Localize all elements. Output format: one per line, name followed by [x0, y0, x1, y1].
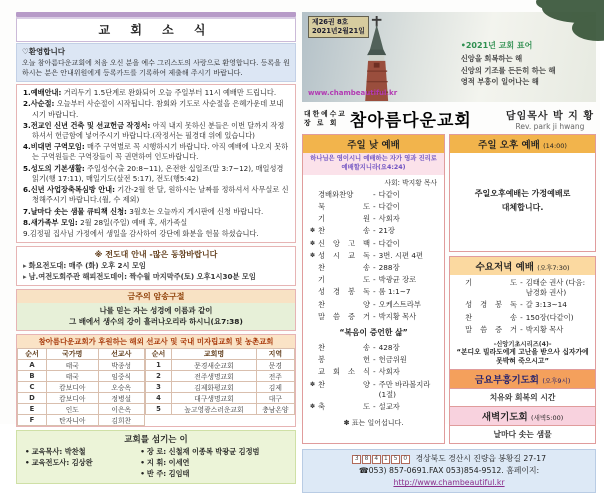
order-value: 다같이 — [378, 202, 400, 211]
serving-entry: 장 로: 신철재 이종복 박광균 김정범 — [146, 447, 260, 457]
church-table — [145, 348, 295, 415]
announcement-text: 2월 28일(주일) 예배 후, 새가족실 — [80, 217, 188, 227]
order-label: 축 도 — [318, 401, 370, 411]
col-header: 지역 — [256, 349, 294, 360]
afternoon-service-header — [450, 135, 595, 153]
cell-church: 김제화평교회 — [172, 382, 257, 393]
order-label: 찬 양 — [318, 299, 370, 309]
header-photo — [302, 12, 596, 102]
announcement-item — [23, 142, 289, 162]
contact-footer — [302, 449, 596, 493]
mission-table-title: 참아름다운교회가 후원하는 해외 선교사 및 국내 미자립교회 및 농촌교회 — [17, 335, 295, 348]
stand-marker-icon: ✽ — [310, 227, 316, 235]
motto-line: 영적 부흥이 일어나는 해 — [460, 76, 539, 86]
cell-order: 1 — [145, 360, 171, 371]
stand-marker-icon: ✽ — [310, 380, 316, 388]
stand-marker-icon: ✽ — [310, 402, 316, 410]
announcement-label: 3.전교인 신년 건축 및 선교헌금 작정서: — [23, 120, 151, 130]
cell-region: 충남온양 — [256, 404, 294, 415]
order-dash: - — [373, 189, 376, 199]
evangelism-item — [23, 261, 289, 271]
presider: 사회: 박지황 목사 — [384, 178, 438, 187]
worship-order-row — [310, 300, 437, 310]
list-item — [25, 458, 140, 468]
friday-description: 치유와 회복의 시간 — [489, 392, 556, 402]
list-item — [140, 447, 287, 457]
worship-order-row — [457, 313, 588, 323]
sermon-title: “복음이 증언한 삶” — [339, 327, 408, 337]
denomination — [304, 110, 347, 128]
serving-right-list — [140, 446, 287, 480]
postal-digit: 3 — [352, 455, 361, 464]
list-item — [140, 469, 287, 479]
worship-order-row — [310, 287, 437, 297]
order-label: 기 도 — [465, 278, 518, 288]
cell-missionary: 오승옥 — [98, 382, 144, 393]
order-label: 경배와찬양 — [318, 189, 354, 199]
stand-marker-icon — [310, 300, 318, 301]
motto-line: 신앙을 회복하는 해 — [460, 54, 523, 64]
memory-verse-line2: 그 배에서 생수의 강이 흘러나오리라 하시니(요7:38) — [69, 317, 243, 327]
postal-code-boxes — [352, 454, 410, 463]
dot-bullet-icon: • — [140, 469, 145, 479]
cell-missionary: 이은옥 — [98, 404, 144, 415]
service-columns — [302, 134, 596, 444]
order-value: 갈 3:13~14 — [525, 300, 567, 310]
table-header-row — [145, 349, 294, 360]
wednesday-sermon-title: “본디오 빌라도에게 고난을 받으사 십자가에 못박혀 죽으시고” — [456, 347, 589, 366]
friday-time: (오후9시) — [542, 376, 571, 385]
order-of-worship-2 — [303, 340, 444, 415]
order-label: 찬 송 — [318, 226, 370, 236]
order-label: 교 회 소 식 — [318, 367, 370, 377]
cell-region: 전주 — [256, 371, 294, 382]
worship-order-row — [310, 275, 437, 285]
order-value: 설교자 — [378, 401, 400, 411]
cell-church: 대구생명교회 — [172, 393, 257, 404]
announcement-label: 6.신년 사업장축복심방 안내: — [23, 185, 115, 195]
order-label: 찬 양 — [318, 379, 370, 389]
announcement-item — [23, 218, 289, 228]
mission-tables — [17, 348, 295, 426]
announcement-item — [23, 164, 289, 184]
issue-volume: 제26권 8호 — [312, 18, 349, 26]
worship-order-row — [310, 402, 437, 412]
order-dash: - — [373, 379, 376, 389]
order-label: 찬 송 — [318, 262, 370, 272]
announcement-item — [23, 99, 289, 119]
cell-region: 대구 — [256, 393, 294, 404]
pastor-name-english: Rev. park ji hwang — [515, 121, 585, 131]
cell-order: 5 — [145, 404, 171, 415]
announcement-item — [23, 207, 289, 217]
afternoon-service-box — [449, 134, 596, 252]
stand-marker-icon — [310, 214, 318, 215]
order-value: 오케스트라부 — [378, 299, 421, 309]
pastor-name: 담임목사 박 지 황 — [505, 110, 594, 122]
serving-entry: 지 휘: 이세연 — [146, 458, 190, 468]
order-value: 3번. 시편 4편 — [378, 250, 424, 260]
worship-order-row — [310, 367, 437, 377]
cell-country: 캄보디아 — [46, 393, 98, 404]
order-label: 성 경 봉 독 — [465, 300, 518, 310]
order-value: 김태순 권사 (다음: 남경화 권사) — [525, 278, 586, 298]
cell-missionary: 정병설 — [98, 393, 144, 404]
worship-order-row — [310, 343, 437, 353]
worship-order-row — [310, 202, 437, 212]
afternoon-notice-line1: 주일오후예배는 가정예배로 — [474, 189, 571, 198]
order-value: 박지황 목사 — [378, 311, 417, 321]
worship-order-row — [310, 312, 437, 322]
order-label: 찬 송 — [318, 343, 370, 353]
order-value: 주만 바라볼지라 (1절) — [378, 379, 431, 399]
cell-region: 문경 — [256, 360, 294, 371]
order-value: 21장 — [378, 226, 395, 236]
list-item — [25, 447, 140, 457]
dot-bullet-icon: • — [25, 458, 30, 468]
postal-digit: 4 — [372, 455, 381, 464]
dot-bullet-icon: • — [140, 447, 145, 457]
motto-block — [461, 40, 556, 87]
table-row — [18, 393, 145, 404]
order-dash: - — [373, 367, 376, 377]
order-dash: - — [520, 300, 523, 310]
col-header: 순서 — [145, 349, 171, 360]
order-dash: - — [373, 238, 376, 248]
cell-order: B — [18, 371, 47, 382]
worship-order-row — [310, 214, 437, 224]
table-row — [145, 393, 294, 404]
cell-order: C — [18, 382, 47, 393]
order-dash: - — [373, 343, 376, 353]
evangelism-item-text: 짝수월 마지막주(토) 오후1시30분 모임 — [129, 272, 256, 282]
dawn-time: (새벽5:00) — [531, 413, 564, 422]
stand-marker-icon — [457, 278, 465, 279]
page-title: 교 회 소 식 — [16, 17, 296, 42]
table-row — [145, 371, 294, 382]
cell-country: 인도 — [46, 404, 98, 415]
stand-marker-icon — [310, 312, 318, 313]
order-of-worship — [303, 187, 444, 325]
order-dash: - — [373, 299, 376, 309]
table-row — [145, 360, 294, 371]
serving-entry: 반 주: 김임태 — [146, 469, 190, 479]
order-label: 신 앙 고 백 — [318, 238, 370, 248]
wednesday-header-text: 수요저녁 예배 — [475, 262, 534, 273]
table-row — [18, 404, 145, 415]
order-value: 다같이 — [378, 238, 400, 248]
stand-marker-icon — [310, 202, 318, 203]
announcement-text: 3월호는 오늘까지 게시판에 신청 바랍니다. — [129, 206, 264, 216]
mission-table-box — [16, 334, 296, 427]
cell-region: 김제 — [256, 382, 294, 393]
worship-order-row — [310, 251, 437, 261]
cell-order: E — [18, 404, 47, 415]
announcement-label: 2.사순절: — [23, 99, 55, 109]
website-overlay: www.chambeautiful.kr — [308, 89, 398, 97]
worship-order-row — [457, 300, 588, 310]
welcome-box — [16, 43, 296, 82]
col-header: 교회명 — [172, 349, 257, 360]
worship-order-row — [310, 380, 437, 400]
address-text: 경상북도 경산시 진량읍 봉황길 27-17 — [415, 453, 547, 463]
postal-digit: 1 — [382, 455, 391, 464]
cell-missionary: 박종성 — [98, 360, 144, 371]
worship-order-row — [457, 325, 588, 335]
announcement-text: 거리두기 1.5단계로 완화되어 오늘 주일부터 11시 예배만 드립니다. — [63, 88, 277, 98]
stand-marker-icon — [310, 190, 318, 191]
announcement-label: 7.날마다 솟는 샘물 큐티책 신청: — [23, 206, 127, 216]
evangelism-item-text: 매주 (화) 오후 2시 모임 — [68, 261, 146, 271]
dot-bullet-icon: • — [140, 458, 145, 468]
friday-prayer-header — [450, 369, 595, 389]
homepage-link[interactable]: http://www.chambeautiful.kr — [393, 478, 505, 488]
postal-digit: 8 — [362, 455, 371, 464]
col-header: 국가명 — [46, 349, 98, 360]
announcement-item — [23, 185, 289, 205]
missionary-table — [17, 348, 145, 426]
cell-church: 전주생명교회 — [172, 371, 257, 382]
evangelism-item-label: 남.여전도회주관 해피전도데이: — [28, 272, 127, 282]
order-label: 찬 송 — [465, 312, 518, 322]
cell-country: 태국 — [46, 371, 98, 382]
announcement-text: 오늘부터 사순절이 시작됩니다. 참회와 기도로 사순절을 은혜가운데 보내시기 바랍니다. — [32, 99, 284, 119]
announcement-label: 4.비대면 구역모임: — [23, 142, 85, 152]
order-dash: - — [373, 275, 376, 285]
evangelism-item — [23, 272, 289, 282]
evangelism-header: ※ 전도대 안내 -많은 동참바랍니다 — [94, 250, 218, 260]
other-services-column — [449, 134, 596, 444]
order-label: 말 씀 증 거 — [465, 324, 518, 334]
cell-order: A — [18, 360, 47, 371]
order-value: 150장(다같이) — [525, 312, 574, 322]
right-page — [302, 12, 596, 493]
order-value: 428장 — [378, 343, 400, 353]
stand-marker-icon — [457, 300, 465, 301]
table-row — [145, 404, 294, 415]
col-header: 순서 — [18, 349, 47, 360]
phone-fax-text: ☎053) 857-0691.FAX 053)854-9512. — [358, 466, 504, 476]
motto-line: 신앙의 기조를 든든히 하는 해 — [460, 65, 556, 75]
table-row — [18, 371, 145, 382]
order-value: 다같이 — [378, 189, 400, 199]
announcement-label: 8.새가족부 모임: — [23, 217, 78, 227]
order-dash: - — [373, 262, 376, 272]
serving-entry: 교육전도사: 김상완 — [31, 458, 93, 468]
cell-order: 2 — [145, 371, 171, 382]
address-line — [307, 453, 591, 465]
stand-marker-icon: ✽ — [310, 251, 316, 259]
issue-badge — [308, 16, 369, 38]
col-header: 선교사 — [98, 349, 144, 360]
order-dash: - — [373, 202, 376, 211]
sermon-series: -신앙기초시리즈(4)- — [493, 340, 552, 348]
order-dash: - — [520, 324, 523, 334]
memory-verse-body — [17, 303, 295, 330]
stand-marker-icon — [457, 325, 465, 326]
sunday-service-box — [302, 134, 445, 444]
cell-order: 3 — [145, 382, 171, 393]
order-dash: - — [373, 287, 376, 297]
left-page — [16, 12, 296, 484]
afternoon-notice-line2: 대체합니다. — [501, 202, 544, 212]
afternoon-notice — [450, 187, 595, 214]
dot-bullet-icon: • — [25, 447, 30, 457]
serving-box — [16, 430, 296, 484]
phone-line — [307, 465, 591, 489]
friday-header-text: 금요부흥기도회 — [474, 374, 539, 386]
cell-country: 캄보디아 — [46, 382, 98, 393]
stand-marker-icon — [310, 367, 318, 368]
stand-marker-icon — [310, 355, 318, 356]
serving-header: 교회를 섬기는 이 — [124, 435, 188, 446]
order-dash: - — [373, 226, 376, 236]
cell-order: D — [18, 393, 47, 404]
announcement-text: 매주 구역별로 꼭 시행하시기 바랍니다. 아직 예배에 나오지 못하는 구역원들은 구역장들이 꼭 권면하여 인도바랍니다. — [32, 142, 289, 162]
table-row — [18, 382, 145, 393]
announcement-label: 1.예배안내: — [23, 88, 62, 98]
announcement-text: 아직 내지 못하신 분들은 이번 달까지 작정하셔서 헌금함에 넣어주시기 바랍니다.(작정서는 필경대 위에 있습니다) — [32, 120, 285, 141]
order-label: 성 경 봉 독 — [318, 287, 370, 297]
order-dash: - — [373, 401, 376, 411]
stand-marker-icon — [310, 275, 318, 276]
worship-order-row — [310, 355, 437, 365]
cell-order: F — [18, 415, 47, 426]
church-name-bar — [302, 102, 596, 134]
cell-church: 높고영광스러운교회 — [172, 404, 257, 415]
order-value: 박지황 목사 — [525, 324, 564, 334]
memory-verse-header: 금주의 암송구절 — [17, 290, 295, 303]
cell-missionary: 김희찬 — [98, 415, 144, 426]
stand-marker-icon — [310, 343, 318, 344]
order-value: 롬 1:1~7 — [378, 287, 411, 297]
announcement-list — [16, 84, 296, 243]
welcome-heading: ♡환영합니다 — [22, 47, 65, 56]
order-value: 헌금위원 — [378, 355, 407, 365]
denomination-line1: 대한예수교 — [304, 109, 347, 118]
announcement-text: 기간-2월 한 달, 원하시는 날짜를 정하셔서 사무실로 신청해주시기 바랍니다.(월, 수 제외) — [32, 185, 289, 205]
worship-order-row — [310, 239, 437, 249]
triangle-bullet-icon: ▸ — [23, 261, 27, 271]
motto-title: •2021년 교회 표어 — [460, 41, 533, 50]
cell-country: 태국 — [46, 360, 98, 371]
announcement-label: 5.성도의 기본생활: — [23, 163, 85, 173]
weekday-services-box — [449, 256, 596, 444]
order-value: 사회자 — [378, 214, 400, 224]
order-dash: - — [520, 278, 523, 288]
stand-marker-icon — [310, 263, 318, 264]
announcement-text: 주일성수(출 20:8~11), 온전한 십일조(말 3:7~12), 매일성경읽기(행 17:11), 매일기도(살전 5:17), 전도(행5:42) — [32, 163, 284, 183]
dawn-prayer-header — [450, 406, 595, 426]
memory-verse-line1: 나를 믿는 자는 성경에 이름과 같이 — [99, 306, 213, 316]
postal-digit: 5 — [391, 455, 400, 464]
announcement-item — [23, 88, 289, 98]
sunday-service-header: 주일 낮 예배 — [303, 135, 444, 153]
welcome-body: 오늘 참아름다운교회에 처음 오신 분을 예수 그리스도의 사랑으로 환영합니다. 등록을 원하시는 분은 안내위원에게 등록카드를 기록하여 제출해 주시기 바랍니다. — [22, 58, 290, 78]
stand-marker-icon — [310, 287, 318, 288]
serving-left-list — [25, 446, 140, 480]
order-value: 박광균 장로 — [378, 275, 417, 285]
dawn-header-text: 새벽기도회 — [481, 411, 528, 423]
afternoon-time: (14:00) — [543, 142, 567, 150]
table-row — [18, 415, 145, 426]
afternoon-header-text: 주일 오후 예배 — [478, 140, 540, 151]
order-label: 성 시 교 독 — [318, 250, 370, 260]
evangelism-box — [16, 246, 296, 286]
order-label: 말 씀 증 거 — [318, 311, 370, 321]
wednesday-time: (오후7:30) — [537, 264, 570, 272]
cell-country: 탄자니아 — [46, 415, 98, 426]
table-row — [145, 382, 294, 393]
wednesday-order — [450, 275, 595, 338]
worship-order-row — [310, 190, 437, 200]
memory-verse-box — [16, 289, 296, 331]
order-label: 봉 헌 — [318, 355, 370, 365]
cell-church: 문경새순교회 — [172, 360, 257, 371]
church-name: 참아름다운교회 — [349, 111, 472, 131]
stand-footnote: ✽ 표는 일어섭니다. — [343, 419, 404, 427]
list-item — [140, 458, 287, 468]
order-value: 사회자 — [378, 367, 400, 377]
order-dash: - — [373, 250, 376, 260]
worship-order-row — [310, 226, 437, 236]
triangle-bullet-icon: ▸ — [23, 272, 27, 282]
stand-marker-icon — [457, 313, 465, 314]
table-header-row — [18, 349, 145, 360]
evangelism-item-label: 화요전도대: — [28, 261, 67, 271]
order-dash: - — [373, 355, 376, 365]
serving-columns — [25, 446, 287, 480]
order-label: 기 도 — [318, 275, 370, 285]
announcement-text: 9.김정필 집사님 가정에서 생일을 감사하여 강단에 화분을 헌물 하셨습니다. — [23, 229, 259, 238]
order-dash: - — [373, 311, 376, 321]
denomination-line2: 장 로 회 — [304, 118, 339, 127]
homepage-label: 홈페이지: — [506, 466, 540, 476]
sunday-service-verse: 하나님은 영이시니 예배하는 자가 영과 진리로 예배할지니라(요4:24) — [303, 153, 444, 175]
serving-entry: 교육목사: 박찬철 — [31, 447, 86, 457]
order-dash: - — [520, 312, 523, 322]
order-label: 기 원 — [318, 214, 370, 224]
worship-order-row — [310, 263, 437, 273]
order-label: 묵 도 — [318, 202, 370, 211]
dawn-description: 날마다 솟는 샘물 — [493, 429, 552, 439]
announcement-item — [23, 121, 289, 141]
order-dash: - — [373, 214, 376, 224]
order-value: 288장 — [378, 262, 400, 272]
worship-order-row — [457, 278, 588, 298]
cell-missionary: 임중식 — [98, 371, 144, 382]
wednesday-service-header — [450, 257, 595, 275]
motto-lines — [461, 53, 556, 87]
issue-date: 2021년2월21일 — [312, 27, 365, 36]
table-row — [18, 360, 145, 371]
evangelism-items — [23, 261, 289, 282]
postal-digit: 0 — [401, 455, 410, 464]
stand-marker-icon: ✽ — [310, 239, 316, 247]
pastor-block — [506, 107, 594, 131]
announcement-item — [23, 229, 289, 239]
cell-order: 4 — [145, 393, 171, 404]
